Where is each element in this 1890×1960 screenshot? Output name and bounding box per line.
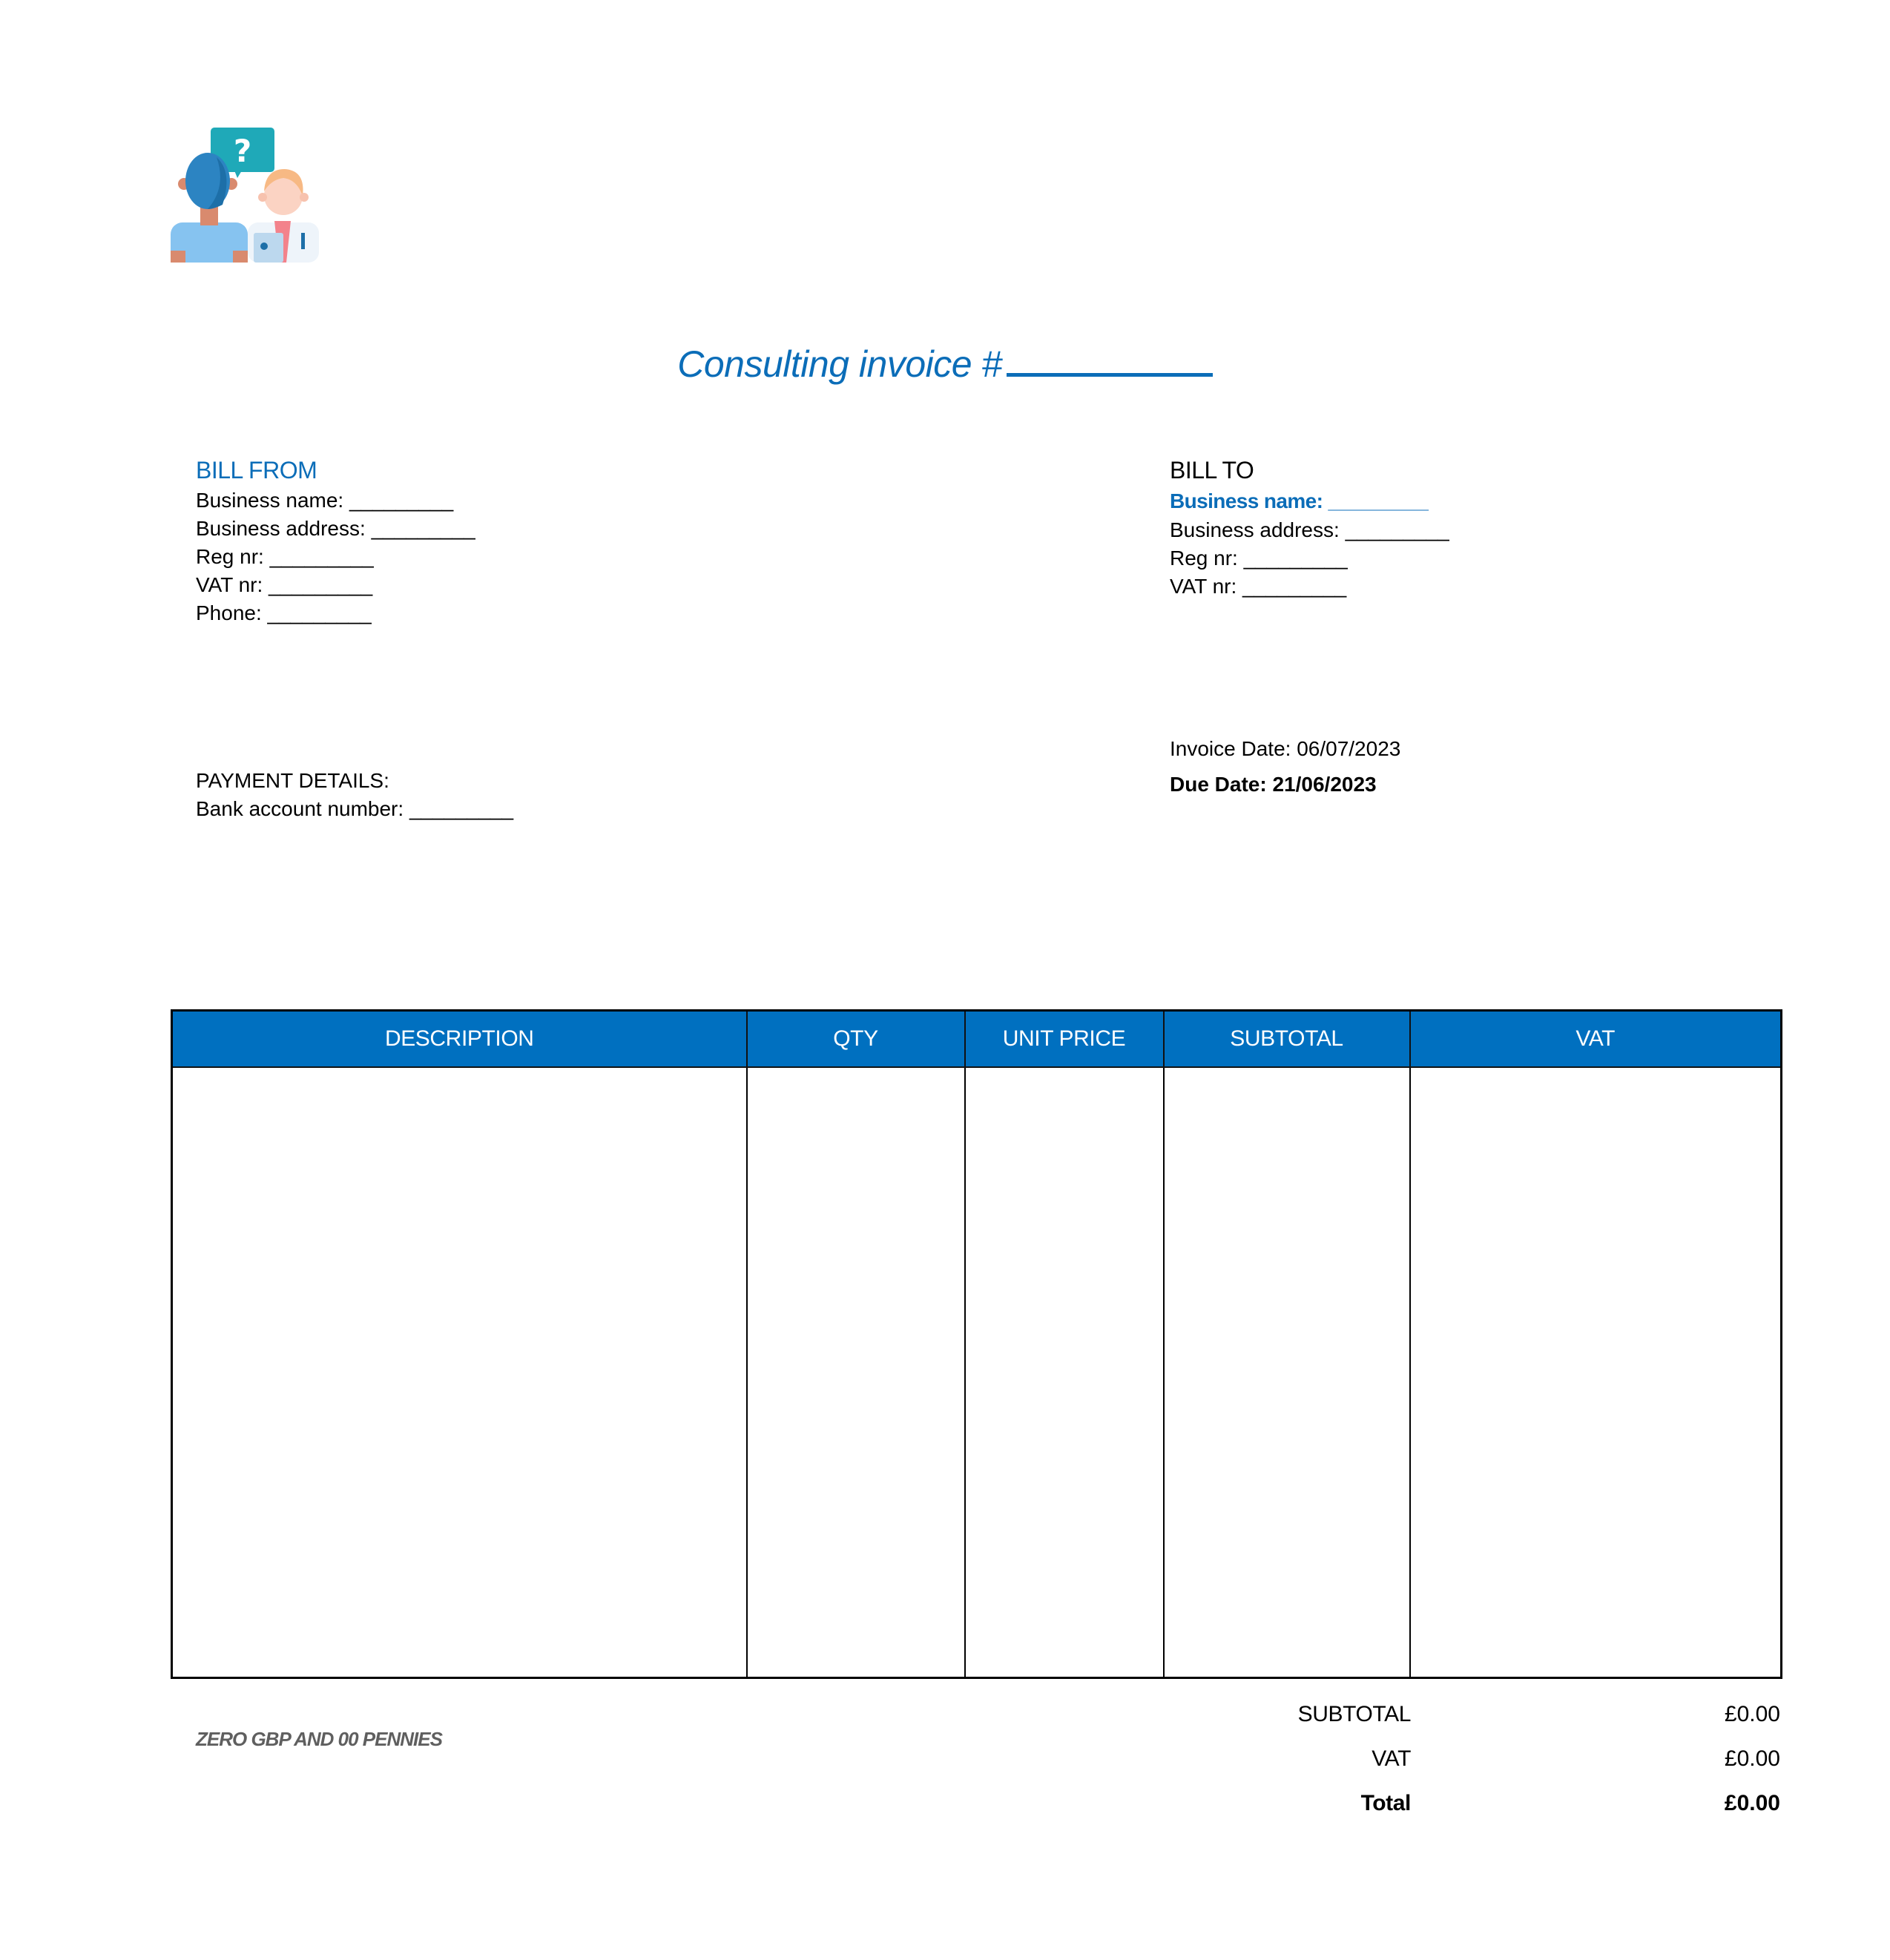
totals-section bbox=[1216, 1692, 1780, 1826]
bill-to-business-name: Business name: _________ bbox=[1170, 489, 1429, 512]
total-label: Total bbox=[1360, 1791, 1411, 1815]
bill-to-vat-nr: VAT nr: _________ bbox=[1170, 575, 1347, 598]
dates-section bbox=[1170, 731, 1400, 802]
bill-from-vat-nr: VAT nr: _________ bbox=[196, 573, 373, 596]
bill-to-business-address: Business address: _________ bbox=[1170, 518, 1449, 541]
bill-from-heading: BILL FROM bbox=[196, 457, 317, 484]
cell-subtotal[interactable] bbox=[1164, 1067, 1410, 1678]
vat-label: VAT bbox=[1372, 1746, 1411, 1771]
table-row bbox=[172, 1067, 1782, 1678]
cell-qty[interactable] bbox=[747, 1067, 965, 1678]
total-row bbox=[1216, 1781, 1780, 1826]
column-header-description: DESCRIPTION bbox=[172, 1011, 747, 1068]
invoice-title-text: Consulting invoice # bbox=[677, 343, 1002, 385]
column-header-subtotal: SUBTOTAL bbox=[1164, 1011, 1410, 1068]
column-header-qty: QTY bbox=[747, 1011, 965, 1068]
bill-from-business-name: Business name: _________ bbox=[196, 489, 454, 512]
subtotal-value: £0.00 bbox=[1724, 1702, 1780, 1726]
invoice-title bbox=[0, 343, 1890, 386]
line-items-table bbox=[171, 1009, 1782, 1679]
column-header-unit-price: UNIT PRICE bbox=[965, 1011, 1164, 1068]
invoice-date: Invoice Date: 06/07/2023 bbox=[1170, 737, 1401, 760]
bill-to-heading: BILL TO bbox=[1170, 457, 1254, 484]
vat-value: £0.00 bbox=[1724, 1746, 1780, 1771]
amount-in-words: ZERO GBP AND 00 PENNIES bbox=[196, 1728, 442, 1750]
invoice-number-field[interactable] bbox=[1007, 343, 1213, 377]
subtotal-row bbox=[1216, 1692, 1780, 1737]
cell-description[interactable] bbox=[172, 1067, 747, 1678]
svg-text:?: ? bbox=[233, 133, 252, 169]
bank-account-number: Bank account number: _________ bbox=[196, 797, 514, 820]
cell-unit-price[interactable] bbox=[965, 1067, 1164, 1678]
table-header-row bbox=[172, 1011, 1782, 1068]
bill-from-phone: Phone: _________ bbox=[196, 601, 372, 624]
subtotal-label: SUBTOTAL bbox=[1297, 1702, 1411, 1726]
column-header-vat: VAT bbox=[1410, 1011, 1782, 1068]
bill-from-reg-nr: Reg nr: _________ bbox=[196, 545, 374, 568]
consultation-people-icon bbox=[171, 128, 319, 263]
bill-to-section bbox=[1170, 454, 1449, 601]
bill-from-business-address: Business address: _________ bbox=[196, 517, 475, 540]
total-value: £0.00 bbox=[1724, 1791, 1780, 1815]
cell-vat[interactable] bbox=[1410, 1067, 1782, 1678]
payment-details-heading: PAYMENT DETAILS: bbox=[196, 769, 389, 792]
logo bbox=[171, 128, 319, 263]
due-date: Due Date: 21/06/2023 bbox=[1170, 773, 1377, 796]
bill-to-reg-nr: Reg nr: _________ bbox=[1170, 547, 1348, 570]
bill-from-section bbox=[196, 454, 475, 627]
vat-row bbox=[1216, 1737, 1780, 1781]
payment-details-section bbox=[196, 767, 513, 823]
